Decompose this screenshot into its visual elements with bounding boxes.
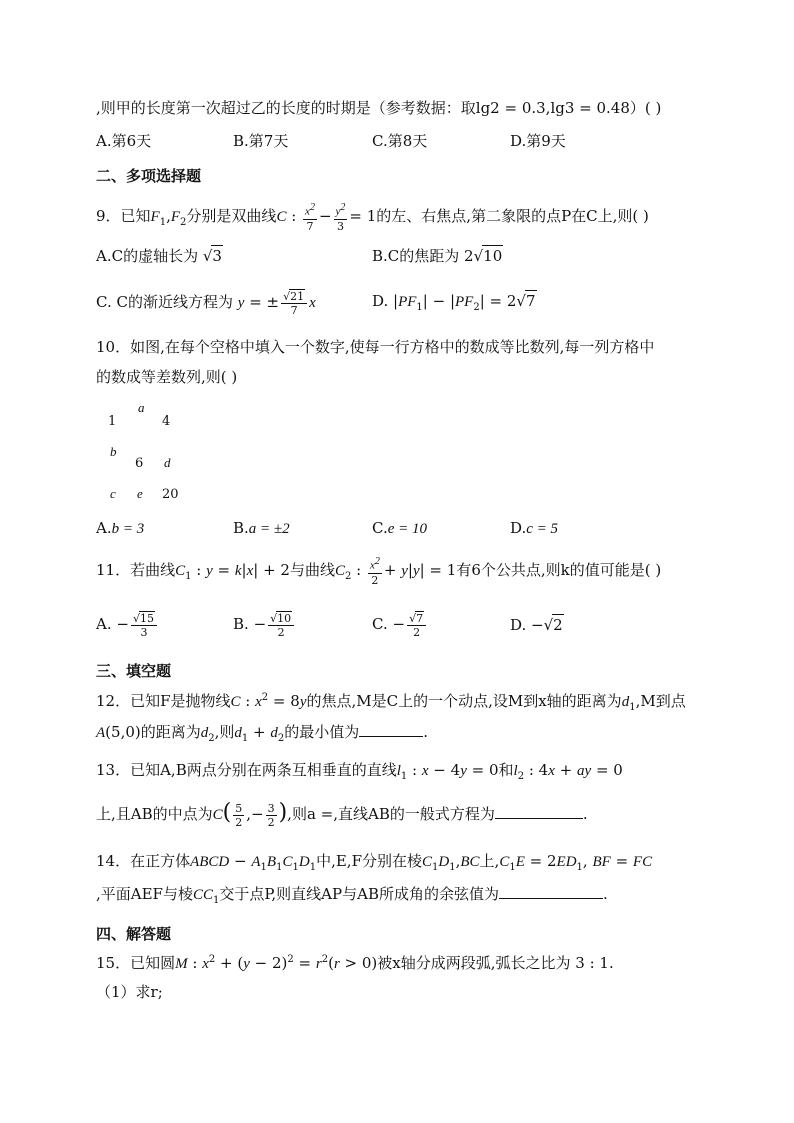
section-heading-fill: 三、填空题 [96,662,172,680]
q9-option-b: B.C的焦距为 2√10 [372,247,503,265]
grid-cell-b: b [110,444,117,459]
q13-line1: 13．已知A,B两点分别在两条互相垂直的直线$l_1$ : x − 4y = 0和$l_2$ : 4x + ay = 0 [96,761,623,782]
q11-option-a: A. − $\frac{√15}{3}$ [96,604,159,644]
grid-cell-6: 6 [135,456,144,471]
section-heading-answer: 四、解答题 [96,925,172,943]
q9-stem-c: 的左、右焦点,第二象限的点P在C上,则( ) [376,207,649,225]
answer-blank[interactable] [495,804,583,819]
q13-line2: 上,且AB的中点为C( $\frac{5}{2}$ ,− $\frac{3}{2}$ ),则a =,直线AB的一般式方程为 . [96,800,588,829]
q10-option-b: B.a = ±2 [233,519,290,537]
q8-option-a: A.第6天 [96,132,152,150]
grid-cell-e: e [137,486,143,501]
q12-line1: 12．已知F是抛物线C : $x^2 = 8y$的焦点,M是C上的一个动点,设M到x轴的距离为$d_1,M$到点 [96,692,686,713]
q11-option-d: D. −√2 [510,616,563,634]
q9-option-d: D. $|PF_1| - |PF_2| = 2√7$ [372,292,536,313]
q9-stem-a: 9．已知 [96,207,151,225]
q10-option-c: C.e = 10 [372,519,427,537]
q8-option-d: D.第9天 [510,132,566,150]
q11-option-b: B. − $\frac{√10}{2}$ [233,604,296,644]
answer-blank[interactable] [359,722,423,737]
q9-stem: 9．已知$F_1,F_2$分别是双曲线C : $\frac{x^2}{7}$ − $\frac{y^2}{3}$ = 1的左、右焦点,第二象限的点P在C上,则( ) [96,202,649,233]
grid-cell-c: c [110,486,116,501]
q14-line1: 14．在正方体ABCD − $A_1B_1C_1D_1$中,E,F分别在棱$C_1D_1,BC$上$,C_1E = 2ED_1$, BF = FC [96,852,653,873]
q11-stem: 11．若曲线$C_1$ : y = k|x| + 2与曲线$C_2$ : $\frac{x^2}{2}$ + y|y| = 1有6个公共点,则k的值可能是( ) [96,556,662,587]
q14-line2: ,平面AEF与棱$CC_1$交于点P,则直线AP与AB所成角的余弦值为 . [96,885,608,906]
q10-option-d: D.c = 5 [510,519,559,537]
q9-option-a: A.C的虚轴长为 √3 [96,247,222,265]
q10-option-a: A.b = 3 [96,519,145,537]
section-heading-multi: 二、多项选择题 [96,167,202,185]
q9-stem-b: 分别是双曲线 [186,207,277,225]
q8-option-b: B.第7天 [233,132,289,150]
q8-stem: ,则甲的长度第一次超过乙的长度的时期是（参考数据：取lg2 = 0.3,lg3 = 0.48）( ) [96,99,662,117]
q8-option-c: C.第8天 [372,132,428,150]
answer-blank[interactable] [499,884,603,899]
q10-line2: 的数成等差数列,则( ) [96,368,238,386]
grid-cell-20: 20 [162,487,179,502]
q11-option-c: C. − $\frac{√7}{2}$ [372,604,428,644]
grid-cell-4: 4 [162,414,171,429]
grid-cell-a: a [138,400,145,415]
q15-stem: 15．已知圆M : $x^2 + (y - 2)^2 = r^2(r > 0)$被x轴分成两段弧,弧长之比为 3 : 1. [96,954,614,972]
grid-cell-d: d [164,455,171,470]
q9-option-c: C. C的渐近线方程为 y = ± $\frac{√21}{7}$ x [96,290,316,317]
q12-line2: A(5,0)的距离为$d_2$,则$d_1 + d_2$的最小值为 . [96,723,429,744]
q15-part1: （1）求r; [96,983,163,1001]
q10-line1: 10．如图,在每个空格中填入一个数字,使每一行方格中的数成等比数列,每一列方格中 [96,338,655,356]
grid-cell-1: 1 [108,414,117,429]
